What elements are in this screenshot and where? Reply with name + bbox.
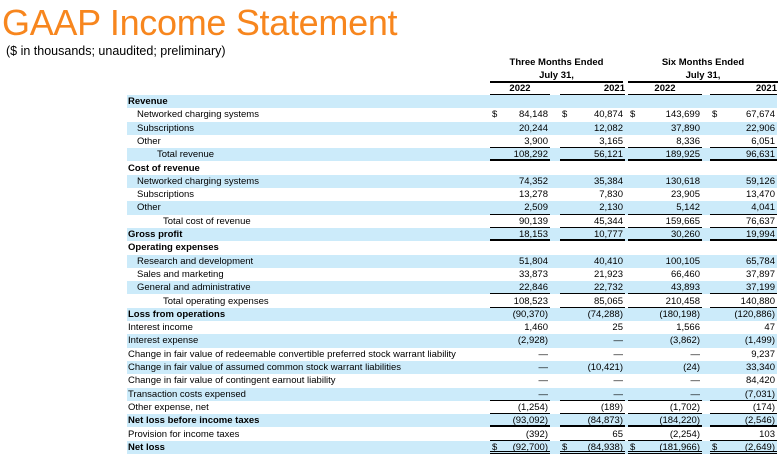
row-label: Provision for income taxes — [128, 428, 240, 440]
value-cell — [710, 122, 777, 135]
table-row — [127, 241, 777, 254]
row-label: Transaction costs expensed — [128, 388, 246, 400]
cell-value: 47 — [764, 322, 775, 334]
header-three-months-period: July 31, — [539, 70, 574, 81]
cell-value: 18,153 — [518, 229, 548, 240]
row-label: Subscriptions — [137, 189, 195, 201]
value-cell — [560, 441, 625, 454]
row-label: Other expense, net — [128, 401, 209, 413]
value-cell — [710, 162, 777, 175]
value-cell — [560, 201, 625, 214]
cell-value: 84,420 — [745, 375, 775, 387]
value-cell — [628, 281, 702, 294]
value-cell — [560, 122, 625, 135]
value-cell — [628, 428, 702, 441]
page-subtitle: ($ in thousands; unaudited; preliminary) — [6, 44, 226, 58]
table-row — [127, 281, 777, 294]
cell-value: 19,994 — [745, 229, 775, 240]
currency-symbol: $ — [562, 109, 568, 121]
table-row — [127, 122, 777, 135]
currency-symbol: $ — [492, 109, 498, 121]
value-cell — [560, 401, 625, 414]
cell-value: — — [690, 375, 700, 387]
header-year-col1: 2022 — [509, 83, 531, 94]
table-row — [127, 401, 777, 414]
row-label: Subscriptions — [137, 122, 195, 134]
cell-value: 84,148 — [518, 109, 548, 121]
table-row — [127, 95, 777, 108]
value-cell — [710, 175, 777, 188]
value-cell — [710, 255, 777, 268]
row-label: Networked charging systems — [137, 109, 259, 121]
cell-value: 108,523 — [513, 295, 548, 307]
table-row — [127, 175, 777, 188]
cell-value: (120,886) — [734, 308, 775, 320]
value-cell — [490, 321, 550, 334]
header-year-col2: 2021 — [603, 83, 625, 94]
value-cell — [490, 361, 550, 374]
cell-value: 65 — [612, 428, 623, 440]
value-cell — [560, 188, 625, 201]
cell-value: 67,674 — [745, 109, 775, 121]
cell-value: 100,105 — [665, 255, 700, 267]
cell-value: 189,925 — [665, 149, 700, 161]
row-label: Networked charging systems — [137, 175, 259, 187]
table-row — [127, 255, 777, 268]
value-cell — [490, 295, 550, 308]
value-cell — [560, 108, 625, 121]
value-cell — [560, 175, 625, 188]
value-cell — [490, 162, 550, 175]
cell-value: — — [690, 388, 700, 400]
table-row — [127, 321, 777, 334]
value-cell — [560, 414, 625, 427]
value-cell — [490, 388, 550, 401]
cell-value: 13,470 — [745, 189, 775, 201]
value-cell — [490, 308, 550, 321]
cell-value: — — [538, 375, 548, 387]
row-label: Net loss — [128, 441, 165, 453]
row-label: Change in fair value of assumed common stock warrant liabilities — [128, 362, 401, 373]
table-row — [127, 215, 777, 228]
cell-value: 210,458 — [665, 295, 700, 307]
cell-value: 4,041 — [751, 202, 775, 214]
value-cell — [490, 188, 550, 201]
value-cell — [710, 401, 777, 414]
value-cell — [490, 122, 550, 135]
cell-value: (1,254) — [517, 401, 548, 413]
currency-symbol: $ — [492, 441, 498, 453]
cell-value: 56,121 — [593, 149, 623, 161]
value-cell — [490, 281, 550, 294]
cell-value: — — [613, 388, 623, 400]
cell-value: 23,905 — [670, 189, 700, 201]
value-cell — [560, 215, 625, 228]
value-cell — [710, 348, 777, 361]
cell-value: 7,830 — [599, 189, 623, 201]
table-row — [127, 334, 777, 347]
value-cell — [628, 334, 702, 347]
value-cell — [490, 441, 550, 454]
cell-value: 130,618 — [665, 175, 700, 187]
cell-value: 22,846 — [518, 282, 548, 294]
cell-value: 143,699 — [665, 109, 700, 121]
cell-value: 25 — [612, 322, 623, 334]
value-cell — [490, 215, 550, 228]
cell-value: (2,649) — [744, 441, 775, 453]
value-cell — [628, 215, 702, 228]
value-cell — [628, 148, 702, 161]
value-cell — [628, 374, 702, 387]
value-cell — [710, 428, 777, 441]
cell-value: (24) — [683, 362, 700, 373]
value-cell — [710, 148, 777, 161]
value-cell — [490, 374, 550, 387]
row-label: Change in fair value of redeemable convertible preferred stock warrant liability — [128, 348, 456, 360]
cell-value: (1,702) — [669, 401, 700, 413]
value-cell — [490, 201, 550, 214]
cell-value: 43,893 — [670, 282, 700, 294]
table-row — [127, 135, 777, 148]
cell-value: (93,092) — [512, 415, 548, 427]
cell-value: — — [538, 348, 548, 360]
cell-value: — — [613, 375, 623, 387]
value-cell — [710, 135, 777, 148]
page-title: GAAP Income Statement — [2, 2, 398, 43]
value-cell — [628, 414, 702, 427]
cell-value: 10,777 — [593, 229, 623, 240]
cell-value: 37,897 — [745, 268, 775, 280]
table-row — [127, 162, 777, 175]
cell-value: (10,421) — [587, 362, 623, 373]
cell-value: (92,700) — [512, 441, 548, 453]
value-cell — [710, 388, 777, 401]
cell-value: — — [538, 388, 548, 400]
row-label: Interest expense — [128, 335, 199, 347]
value-cell — [560, 374, 625, 387]
value-cell — [560, 428, 625, 441]
cell-value: 2,130 — [599, 202, 623, 214]
value-cell — [560, 241, 625, 254]
table-row — [127, 428, 777, 441]
value-cell — [490, 95, 550, 108]
cell-value: 13,278 — [518, 189, 548, 201]
value-cell — [490, 348, 550, 361]
value-cell — [490, 255, 550, 268]
cell-value: 159,665 — [665, 215, 700, 227]
header-year-col4: 2021 — [755, 83, 777, 94]
cell-value: 1,460 — [524, 322, 548, 334]
row-label: Cost of revenue — [128, 162, 200, 174]
value-cell — [628, 201, 702, 214]
table-row — [127, 441, 777, 454]
value-cell — [490, 241, 550, 254]
cell-value: 59,126 — [745, 175, 775, 187]
table-row — [127, 148, 777, 161]
value-cell — [560, 361, 625, 374]
cell-value: 51,804 — [518, 255, 548, 267]
row-label: Sales and marketing — [137, 268, 224, 280]
table-row — [127, 188, 777, 201]
header-year-col3: 2022 — [654, 83, 676, 94]
value-cell — [710, 295, 777, 308]
value-cell — [710, 188, 777, 201]
cell-value: 2,509 — [524, 202, 548, 214]
value-cell — [710, 268, 777, 281]
cell-value: (181,966) — [659, 441, 700, 453]
cell-value: 8,336 — [676, 135, 700, 147]
value-cell — [490, 268, 550, 281]
row-label: Research and development — [137, 255, 254, 267]
row-label: Other — [137, 135, 161, 147]
cell-value: 66,460 — [670, 268, 700, 280]
value-cell — [628, 228, 702, 241]
value-cell — [560, 228, 625, 241]
value-cell — [710, 108, 777, 121]
value-cell — [710, 281, 777, 294]
value-cell — [560, 388, 625, 401]
value-cell — [560, 321, 625, 334]
cell-value: (174) — [752, 401, 775, 413]
cell-value: (1,499) — [744, 335, 775, 347]
row-label: Gross profit — [128, 229, 183, 240]
cell-value: (392) — [525, 428, 548, 440]
cell-value: 20,244 — [518, 122, 548, 134]
cell-value: 108,292 — [513, 149, 548, 161]
cell-value: 6,051 — [751, 135, 775, 147]
row-label: Operating expenses — [128, 242, 219, 254]
row-label: Revenue — [128, 96, 168, 107]
currency-symbol: $ — [630, 109, 636, 121]
value-cell — [710, 241, 777, 254]
cell-value: (84,938) — [587, 441, 623, 453]
value-cell — [710, 414, 777, 427]
cell-value: 40,874 — [593, 109, 623, 121]
value-cell — [490, 228, 550, 241]
value-cell — [628, 162, 702, 175]
cell-value: (74,288) — [587, 308, 623, 320]
currency-symbol: $ — [630, 441, 636, 453]
value-cell — [490, 414, 550, 427]
cell-value: 22,732 — [593, 282, 623, 294]
value-cell — [628, 308, 702, 321]
cell-value: 30,260 — [670, 229, 700, 240]
cell-value: — — [613, 335, 623, 347]
cell-value: 65,784 — [745, 255, 775, 267]
value-cell — [628, 321, 702, 334]
value-cell — [710, 441, 777, 454]
value-cell — [560, 348, 625, 361]
value-cell — [628, 295, 702, 308]
row-label: Total cost of revenue — [163, 215, 251, 227]
cell-value: 3,900 — [524, 135, 548, 147]
value-cell — [490, 135, 550, 148]
cell-value: 37,199 — [745, 282, 775, 294]
cell-value: (2,928) — [517, 335, 548, 347]
value-cell — [628, 268, 702, 281]
header-three-months: Three Months Ended — [509, 57, 604, 68]
value-cell — [628, 401, 702, 414]
value-cell — [628, 441, 702, 454]
cell-value: 12,082 — [593, 122, 623, 134]
row-label: Total operating expenses — [163, 295, 269, 307]
value-cell — [710, 334, 777, 347]
value-cell — [490, 334, 550, 347]
cell-value: 96,631 — [745, 149, 775, 161]
value-cell — [560, 308, 625, 321]
value-cell — [560, 255, 625, 268]
value-cell — [490, 148, 550, 161]
row-label: Other — [137, 202, 161, 214]
value-cell — [628, 108, 702, 121]
value-cell — [710, 361, 777, 374]
value-cell — [628, 175, 702, 188]
value-cell — [490, 108, 550, 121]
value-cell — [710, 374, 777, 387]
table-row — [127, 201, 777, 214]
table-row — [127, 295, 777, 308]
table-row — [127, 108, 777, 121]
table-row — [127, 388, 777, 401]
value-cell — [560, 295, 625, 308]
cell-value: 85,065 — [593, 295, 623, 307]
cell-value: (180,198) — [659, 308, 700, 320]
header-six-months: Six Months Ended — [661, 57, 745, 68]
row-label: Interest income — [128, 322, 193, 334]
cell-value: (184,220) — [659, 415, 700, 427]
currency-symbol: $ — [712, 441, 718, 453]
cell-value: — — [690, 348, 700, 360]
table-row — [127, 348, 777, 361]
value-cell — [560, 148, 625, 161]
cell-value: 33,340 — [745, 362, 775, 373]
currency-symbol: $ — [712, 109, 718, 121]
row-label: General and administrative — [137, 282, 251, 294]
cell-value: (189) — [600, 401, 623, 413]
value-cell — [560, 334, 625, 347]
cell-value: 40,410 — [593, 255, 623, 267]
value-cell — [628, 135, 702, 148]
value-cell — [560, 268, 625, 281]
value-cell — [560, 281, 625, 294]
cell-value: — — [613, 348, 623, 360]
header-six-months-period: July 31, — [685, 70, 721, 81]
cell-value: (90,370) — [512, 308, 548, 320]
cell-value: 33,873 — [518, 268, 548, 280]
cell-value: 3,165 — [599, 135, 623, 147]
cell-value: 22,906 — [745, 122, 775, 134]
value-cell — [628, 361, 702, 374]
value-cell — [560, 135, 625, 148]
value-cell — [628, 188, 702, 201]
table-row — [127, 228, 777, 241]
value-cell — [628, 241, 702, 254]
table-row — [127, 374, 777, 387]
value-cell — [490, 401, 550, 414]
row-label: Loss from operations — [128, 308, 226, 320]
table-row — [127, 361, 777, 374]
table-row — [127, 414, 777, 427]
cell-value: 5,142 — [676, 202, 700, 214]
table-row — [127, 308, 777, 321]
row-label: Total revenue — [157, 149, 215, 161]
value-cell — [710, 201, 777, 214]
cell-value: 74,352 — [518, 175, 548, 187]
row-label: Net loss before income taxes — [128, 415, 260, 427]
cell-value: (84,873) — [587, 415, 623, 427]
value-cell — [710, 215, 777, 228]
cell-value: 76,637 — [745, 215, 775, 227]
cell-value: 37,890 — [670, 122, 700, 134]
cell-value: (7,031) — [744, 388, 775, 400]
value-cell — [628, 95, 702, 108]
value-cell — [628, 122, 702, 135]
value-cell — [710, 95, 777, 108]
row-label: Change in fair value of contingent earnout liability — [128, 375, 336, 387]
value-cell — [490, 428, 550, 441]
cell-value: 103 — [759, 428, 775, 440]
cell-value: (2,254) — [669, 428, 700, 440]
table-row — [127, 268, 777, 281]
value-cell — [710, 321, 777, 334]
cell-value: (2,546) — [744, 415, 775, 427]
value-cell — [560, 162, 625, 175]
cell-value: (3,862) — [669, 335, 700, 347]
cell-value: 9,237 — [751, 348, 775, 360]
cell-value: 90,139 — [518, 215, 548, 227]
cell-value: 140,880 — [740, 295, 775, 307]
cell-value: 1,566 — [676, 322, 700, 334]
cell-value: 45,344 — [593, 215, 623, 227]
currency-symbol: $ — [562, 441, 568, 453]
cell-value: 35,384 — [593, 175, 623, 187]
value-cell — [628, 388, 702, 401]
value-cell — [628, 255, 702, 268]
cell-value: 21,923 — [593, 268, 623, 280]
value-cell — [710, 228, 777, 241]
value-cell — [490, 175, 550, 188]
value-cell — [628, 348, 702, 361]
cell-value: — — [538, 362, 548, 373]
value-cell — [560, 95, 625, 108]
value-cell — [710, 308, 777, 321]
